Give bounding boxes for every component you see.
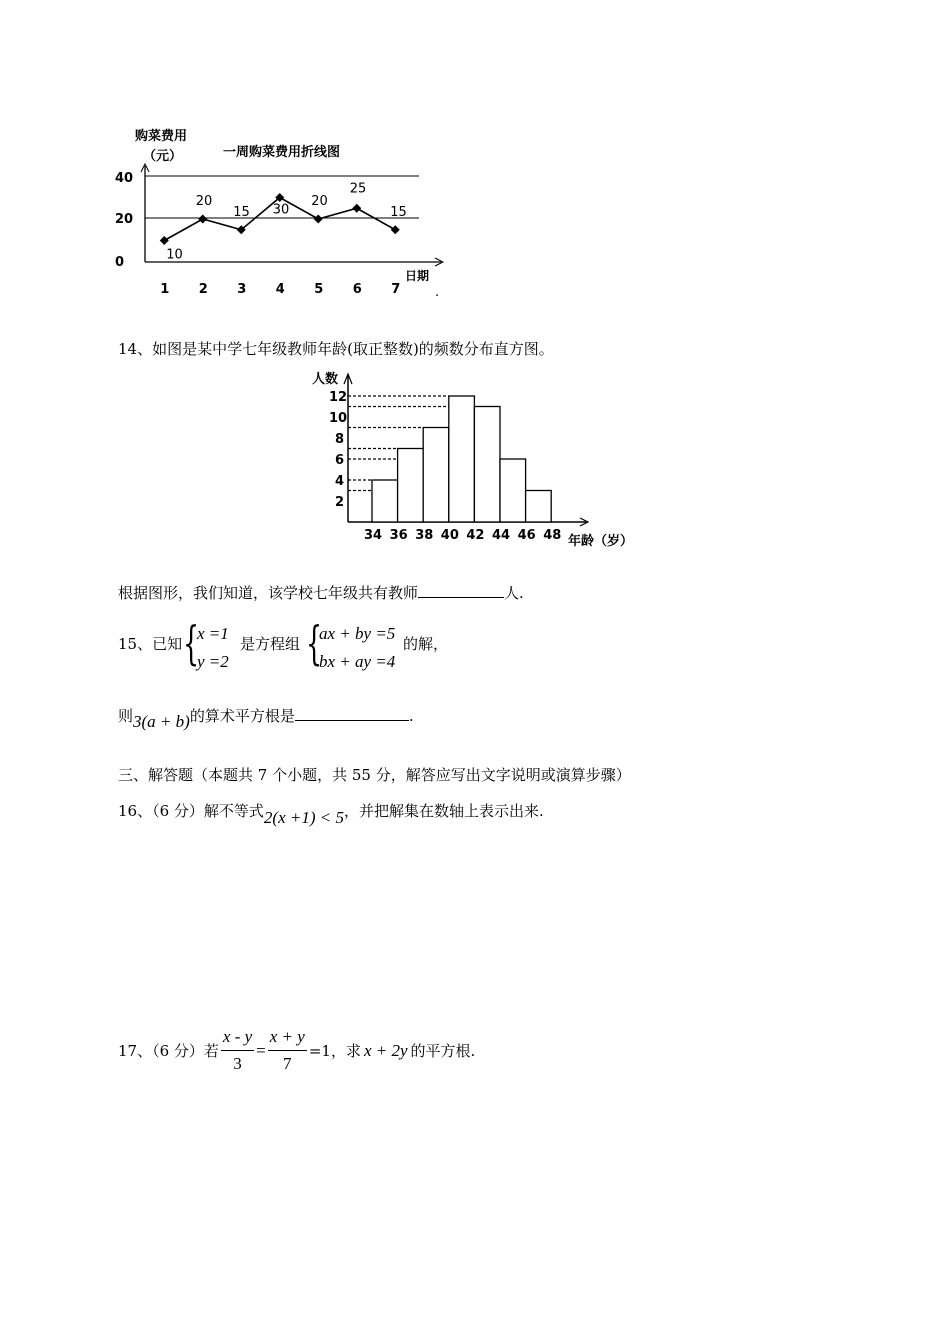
chart1-xtick-1: 1 — [160, 282, 170, 297]
q15-suffix: 的解， — [403, 635, 449, 653]
chart1-point-label-1: 10 — [166, 247, 183, 263]
chart2-xtick-40: 40 — [440, 528, 459, 543]
q15-sys2-line2: bx + ay =4 — [319, 652, 396, 671]
chart2-bar-44-46 — [500, 459, 526, 522]
chart1-xtick-2: 2 — [198, 282, 208, 297]
chart2-bar-46-48 — [526, 491, 552, 523]
chart2-ytick-6: 6 — [335, 453, 345, 468]
chart2-xtick-34: 34 — [364, 528, 383, 543]
chart1-point-label-6: 25 — [349, 181, 367, 197]
q16-prefix: 16、（6 分）解不等式 — [118, 802, 264, 820]
chart2-xtick-46: 46 — [517, 528, 536, 543]
chart2-ytick-4: 4 — [335, 474, 345, 489]
chart1-ytick-0: 0 — [115, 255, 125, 270]
q15-brace-1: { — [183, 616, 200, 670]
chart1-point-5 — [314, 215, 323, 224]
q17-frac1-denominator: 3 — [233, 1054, 242, 1073]
chart1-ylabel-line2: （元） — [143, 149, 183, 164]
line-chart — [105, 118, 455, 303]
chart1-ylabel-line1: 购菜费用 — [135, 129, 188, 144]
q17-suffix: 的平方根. — [410, 1042, 476, 1060]
q15-line2-suffix: 的算术平方根是 — [189, 707, 295, 725]
chart1-xtick-5: 5 — [314, 282, 324, 297]
chart1-xtick-3: 3 — [237, 282, 247, 297]
chart1-title: 一周购菜费用折线图 — [223, 145, 341, 160]
q17-expr: x + 2y — [363, 1040, 408, 1060]
q15-answer-blank[interactable] — [295, 706, 409, 721]
chart2-xlabel: 年龄（岁） — [568, 534, 634, 549]
q17-fraction-2 — [268, 1027, 307, 1074]
q17-equals-one: =1，求 — [308, 1042, 361, 1060]
q14-text: 14、如图是某中学七年级教师年龄(取正整数)的频数分布直方图。 — [118, 340, 554, 358]
chart2-ytick-8: 8 — [335, 432, 345, 447]
chart2-xtick-44: 44 — [492, 528, 511, 543]
chart1-point-label-3: 15 — [233, 204, 250, 220]
q15-sys1-line2: y =2 — [197, 652, 229, 671]
q14-answer-blank[interactable] — [418, 583, 504, 598]
q17-frac2-numerator: x + y — [268, 1027, 307, 1051]
chart1-point-label-2: 20 — [195, 194, 213, 209]
chart1-trailing-dot: . — [435, 285, 440, 300]
chart1-point-6 — [352, 204, 361, 213]
q15-sys2-line1: ax + by =5 — [319, 624, 396, 643]
chart1-point-1 — [160, 236, 169, 245]
q14-answer-suffix: 人. — [504, 584, 524, 602]
chart1-point-label-5: 20 — [311, 194, 328, 209]
q16-line — [118, 800, 544, 827]
chart2-bar-40-42 — [449, 396, 475, 522]
chart2-ytick-10: 10 — [329, 411, 348, 426]
chart1-xtick-4: 4 — [275, 282, 285, 297]
q17-fraction-1 — [221, 1027, 254, 1074]
section3-heading: 三、解答题（本题共 7 个小题，共 55 分，解答应写出文字说明或演算步骤） — [118, 766, 631, 784]
q15-prefix: 15、已知 — [118, 635, 183, 653]
chart2-ylabel: 人数 — [312, 372, 339, 387]
q14-answer-line — [118, 582, 524, 603]
q15-expr: 3(a + b) — [133, 712, 190, 731]
chart2-ytick-12: 12 — [329, 390, 348, 405]
chart1-xlabel: 日期 — [405, 269, 430, 283]
q15-line2-prefix: 则 — [118, 707, 134, 725]
chart1-point-7 — [391, 225, 400, 234]
chart1-ytick-40: 40 — [115, 171, 134, 186]
chart2-xtick-38: 38 — [415, 528, 434, 543]
q15-middle: 是方程组 — [240, 635, 301, 653]
q17-frac1-numerator: x - y — [221, 1027, 254, 1051]
chart1-point-2 — [198, 215, 207, 224]
chart2-xtick-36: 36 — [389, 528, 408, 543]
q17-line — [118, 1027, 475, 1074]
q15-line2 — [118, 705, 414, 731]
chart2-xtick-42: 42 — [466, 528, 485, 543]
chart2-bar-38-40 — [423, 428, 449, 523]
q14-answer-prefix: 根据图形，我们知道，该学校七年级共有教师 — [118, 584, 419, 602]
histogram-chart — [300, 362, 650, 552]
q17-frac2-denominator: 7 — [283, 1054, 292, 1073]
chart2-xtick-48: 48 — [543, 528, 562, 543]
q17-equals: = — [256, 1040, 266, 1060]
q16-suffix: ，并把解集在数轴上表示出来. — [343, 802, 544, 820]
chart1-point-label-7: 15 — [390, 204, 407, 220]
q15-brace-2: { — [306, 616, 323, 670]
q16-expr: 2(x +1) < 5 — [263, 808, 344, 827]
chart1-xtick-7: 7 — [391, 282, 401, 297]
q17-prefix: 17、（6 分）若 — [118, 1042, 219, 1060]
q15-sys1-line1: x =1 — [197, 624, 229, 643]
chart2-bar-36-38 — [398, 449, 424, 523]
chart2-bar-34-36 — [372, 480, 398, 522]
chart2-bar-42-44 — [474, 407, 500, 523]
chart1-point-label-4: 30 — [272, 202, 290, 218]
chart1-ytick-20: 20 — [115, 212, 134, 227]
chart2-ytick-2: 2 — [335, 495, 345, 510]
chart1-xtick-6: 6 — [352, 282, 362, 297]
q15-end: . — [408, 707, 414, 725]
